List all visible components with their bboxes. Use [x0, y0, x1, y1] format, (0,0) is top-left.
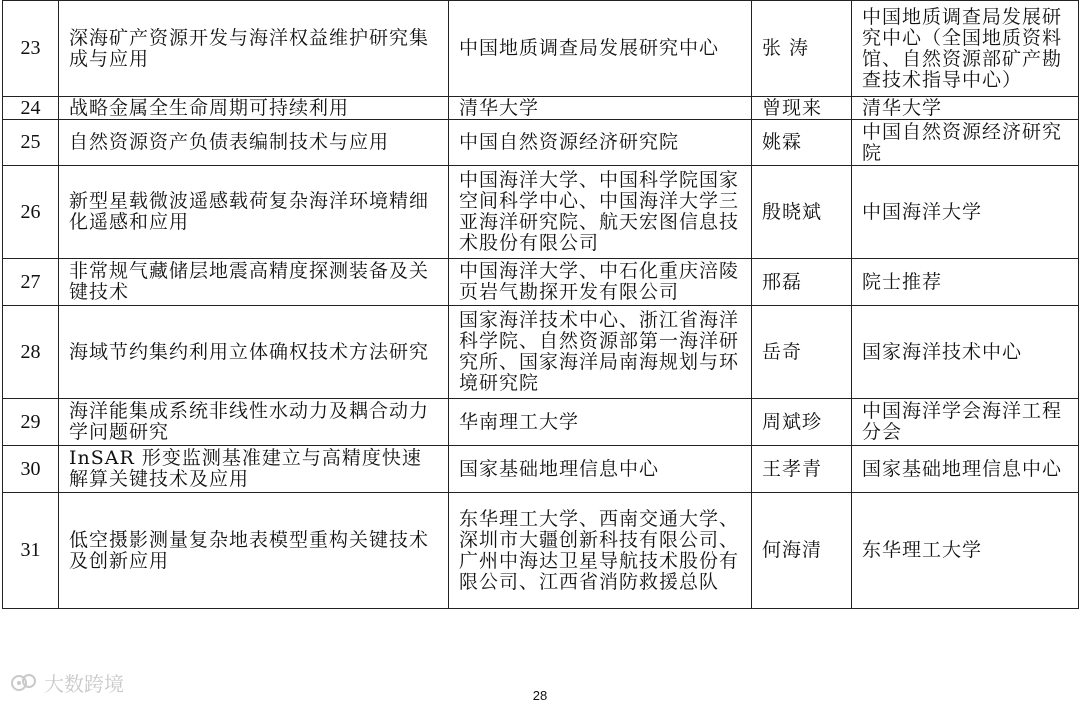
completion-units: 清华大学 [449, 97, 752, 120]
recommender: 东华理工大学 [852, 493, 1079, 609]
principal-person: 姚霖 [752, 120, 852, 166]
principal-person: 王孝青 [752, 446, 852, 493]
row-number: 31 [3, 493, 59, 609]
completion-units: 中国地质调查局发展研究中心 [449, 1, 752, 97]
project-title: 海域节约集约利用立体确权技术方法研究 [59, 306, 449, 399]
principal-person: 岳奇 [752, 306, 852, 399]
watermark-text: 大数跨境 [44, 672, 124, 696]
completion-units: 国家海洋技术中心、浙江省海洋科学院、自然资源部第一海洋研究所、国家海洋局南海规划与环境研究院 [449, 306, 752, 399]
completion-units: 东华理工大学、西南交通大学、深圳市大疆创新科技有限公司、广州中海达卫星导航技术股份有限公司、江西省消防救援总队 [449, 493, 752, 609]
completion-units: 中国海洋大学、中国科学院国家空间科学中心、中国海洋大学三亚海洋研究院、航天宏图信息技术股份有限公司 [449, 166, 752, 259]
project-title: 战略金属全生命周期可持续利用 [59, 97, 449, 120]
principal-person: 邢磊 [752, 259, 852, 306]
completion-units: 华南理工大学 [449, 399, 752, 446]
project-title: 低空摄影测量复杂地表模型重构关键技术及创新应用 [59, 493, 449, 609]
table-row [3, 446, 1079, 493]
table-row [3, 97, 1079, 120]
recommender: 清华大学 [852, 97, 1079, 120]
project-title: 深海矿产资源开发与海洋权益维护研究集成与应用 [59, 1, 449, 97]
row-number: 27 [3, 259, 59, 306]
recommender: 中国海洋大学 [852, 166, 1079, 259]
principal-person: 何海清 [752, 493, 852, 609]
recommender: 中国自然资源经济研究院 [852, 120, 1079, 166]
principal-person: 张 涛 [752, 1, 852, 97]
project-title: 海洋能集成系统非线性水动力及耦合动力学问题研究 [59, 399, 449, 446]
row-number: 30 [3, 446, 59, 493]
project-title: InSAR 形变监测基准建立与高精度快速解算关键技术及应用 [59, 446, 449, 493]
table-row [3, 1, 1079, 97]
page-number: 28 [532, 688, 548, 703]
table-row [3, 120, 1079, 166]
row-number: 24 [3, 97, 59, 120]
principal-person: 周斌珍 [752, 399, 852, 446]
project-title: 新型星载微波遥感载荷复杂海洋环境精细化遥感和应用 [59, 166, 449, 259]
table-row [3, 306, 1079, 399]
completion-units: 中国自然资源经济研究院 [449, 120, 752, 166]
table-row [3, 259, 1079, 306]
recommender: 中国海洋学会海洋工程分会 [852, 399, 1079, 446]
row-number: 25 [3, 120, 59, 166]
awards-table [2, 0, 1079, 609]
recommender: 院士推荐 [852, 259, 1079, 306]
recommender: 国家基础地理信息中心 [852, 446, 1079, 493]
row-number: 26 [3, 166, 59, 259]
row-number: 23 [3, 1, 59, 97]
project-title: 自然资源资产负债表编制技术与应用 [59, 120, 449, 166]
recommender: 中国地质调查局发展研究中心（全国地质资料馆、自然资源部矿产勘查技术指导中心） [852, 1, 1079, 97]
row-number: 29 [3, 399, 59, 446]
table-row [3, 399, 1079, 446]
principal-person: 殷晓斌 [752, 166, 852, 259]
project-title: 非常规气藏储层地震高精度探测装备及关键技术 [59, 259, 449, 306]
row-number: 28 [3, 306, 59, 399]
table-row [3, 493, 1079, 609]
completion-units: 中国海洋大学、中石化重庆涪陵页岩气勘探开发有限公司 [449, 259, 752, 306]
recommender: 国家海洋技术中心 [852, 306, 1079, 399]
completion-units: 国家基础地理信息中心 [449, 446, 752, 493]
table-row [3, 166, 1079, 259]
principal-person: 曾现来 [752, 97, 852, 120]
